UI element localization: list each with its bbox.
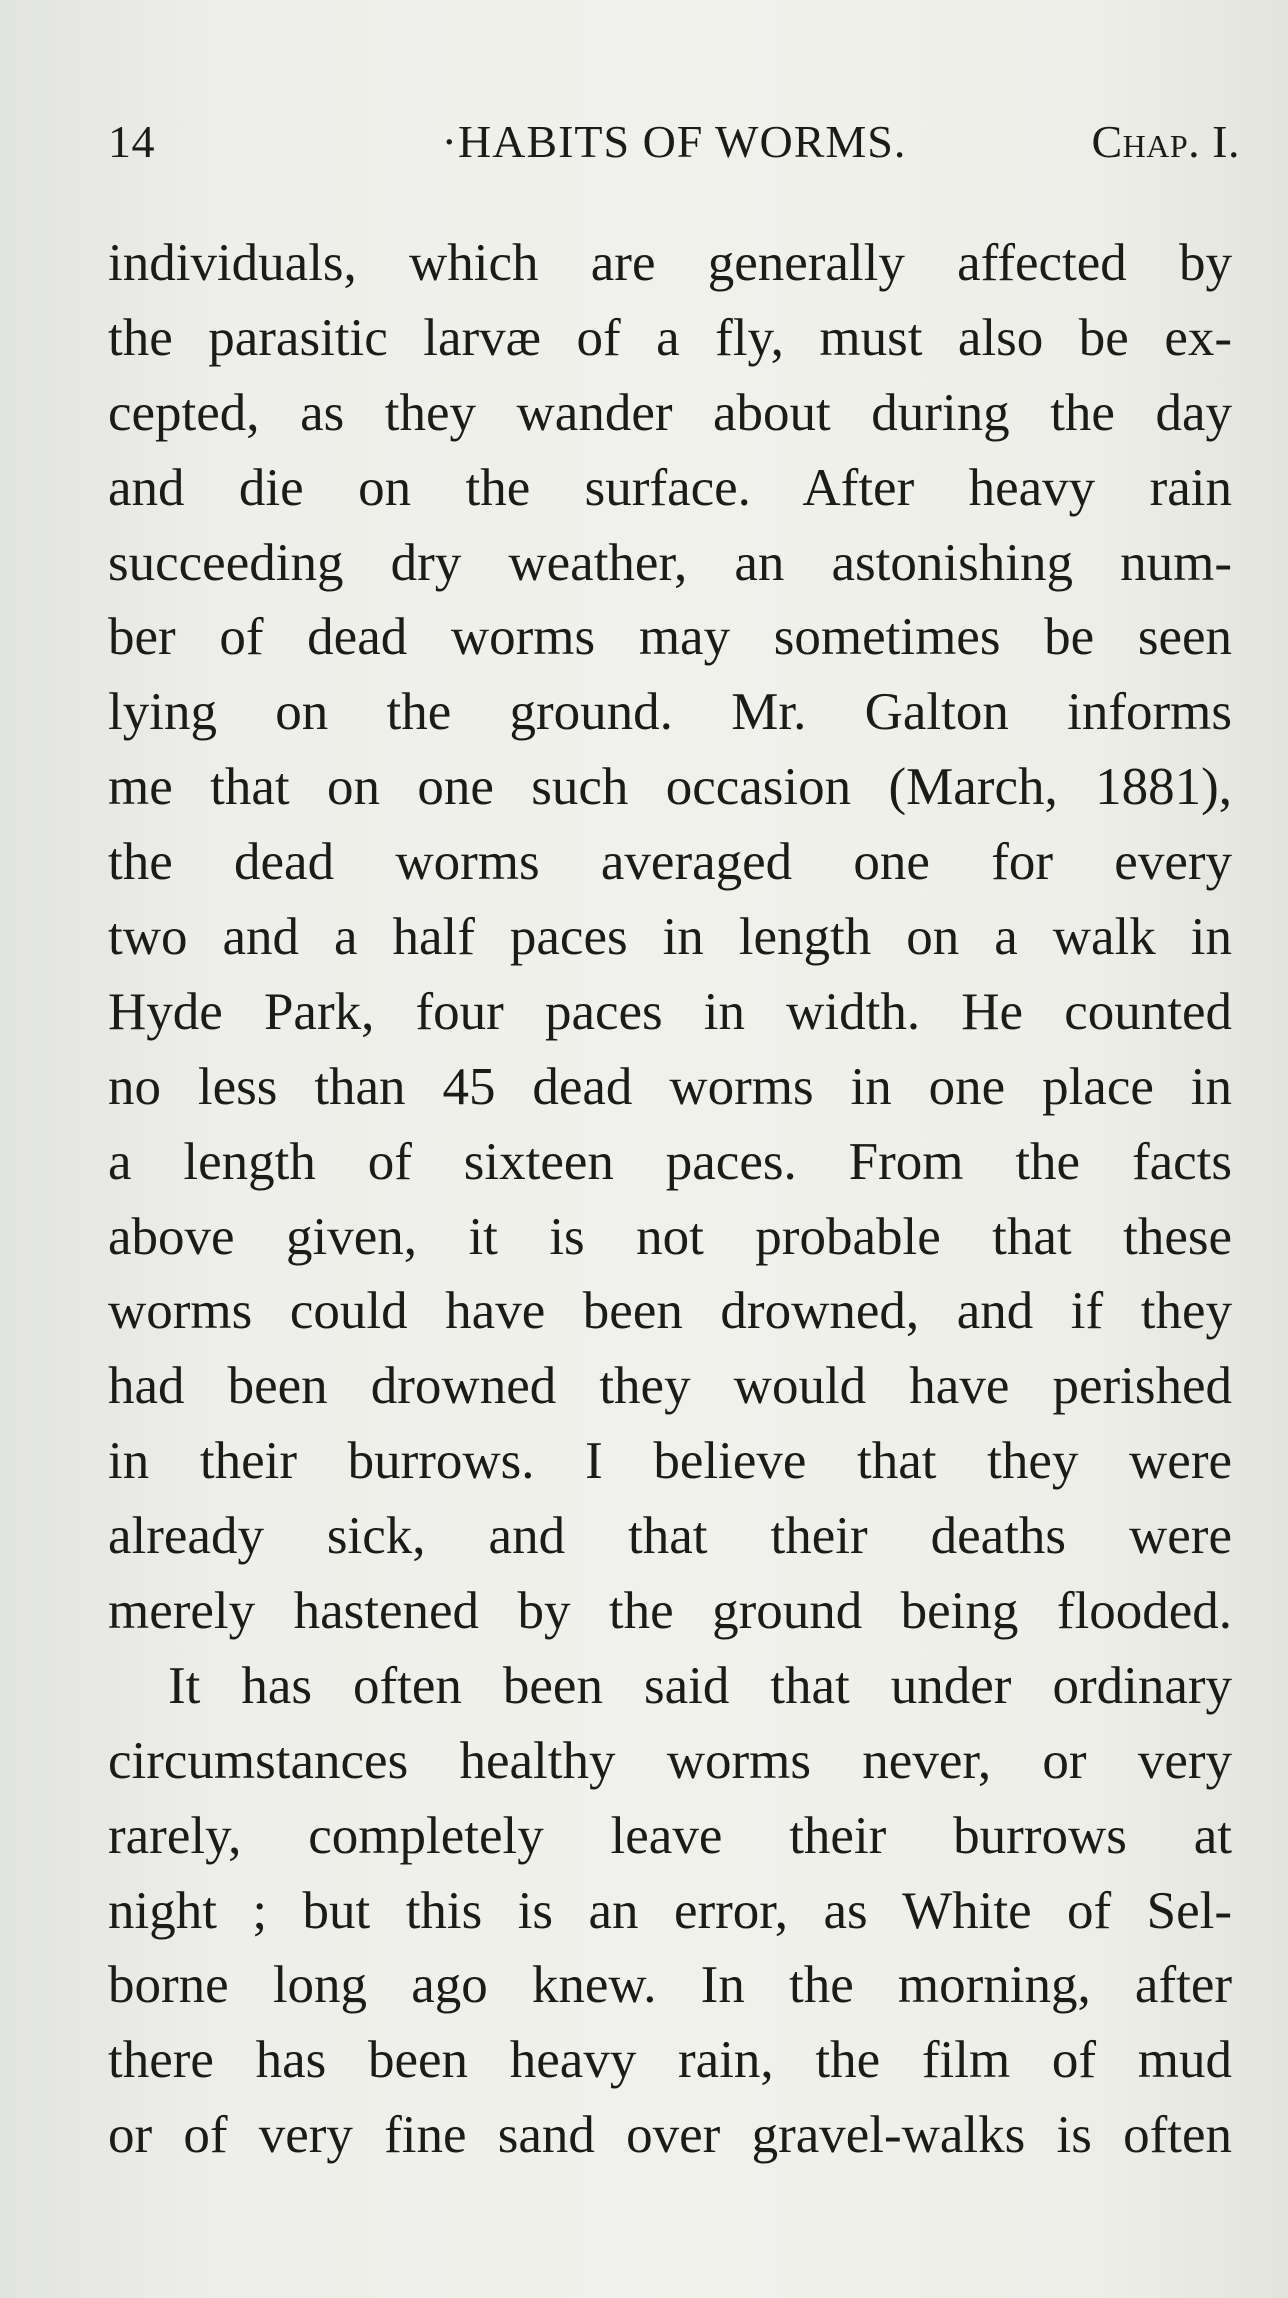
text-line: individuals, which are generally affected by	[108, 234, 1232, 292]
text-line: worms could have been drowned, and if they	[108, 1282, 1232, 1341]
text-line: me that on one such occasion (March, 1881),	[108, 758, 1232, 817]
text-line: above given, it is not probable that these	[108, 1207, 1232, 1266]
text-line: circumstances healthy worms never, or very	[108, 1731, 1232, 1790]
text-line: succeeding dry weather, an astonishing num-	[108, 533, 1232, 592]
body-text	[108, 226, 1232, 2173]
page-header	[108, 112, 1240, 172]
page-number: 14	[108, 116, 155, 167]
text-line: and die on the surface. After heavy rain	[108, 458, 1232, 517]
text-line: ber of dead worms may sometimes be seen	[108, 608, 1232, 667]
text-line: borne long ago knew. In the morning, after	[108, 1956, 1232, 2015]
text-line: two and a half paces in length on a walk in	[108, 908, 1232, 967]
text-line: there has been heavy rain, the film of mud	[108, 2031, 1232, 2090]
text-line: in their burrows. I believe that they were	[108, 1432, 1232, 1491]
text-line: lying on the ground. Mr. Galton informs	[108, 683, 1232, 742]
text-line: no less than 45 dead worms in one place in	[108, 1057, 1232, 1116]
text-line: a length of sixteen paces. From the facts	[108, 1132, 1232, 1191]
text-line: the parasitic larvæ of a fly, must also be ex-	[108, 308, 1232, 367]
paragraph-start-line: It has often been said that under ordinary	[168, 1656, 1232, 1715]
text-line: Hyde Park, four paces in width. He counted	[108, 982, 1232, 1041]
text-line: rarely, completely leave their burrows at	[108, 1806, 1232, 1865]
paragraph-end-line: merely hastened by the ground being flooded.	[108, 1582, 1232, 1641]
text-line: the dead worms averaged one for every	[108, 833, 1232, 892]
text-line: night ; but this is an error, as White of Sel-	[108, 1881, 1232, 1940]
running-head: ·HABITS OF WORMS.	[441, 116, 907, 167]
chapter-label: Chap. I.	[1091, 116, 1240, 167]
text-line: cepted, as they wander about during the day	[108, 383, 1232, 442]
text-line: had been drowned they would have perished	[108, 1357, 1232, 1416]
text-line: or of very fine sand over gravel-walks is often	[108, 2106, 1232, 2165]
text-line: already sick, and that their deaths were	[108, 1507, 1232, 1566]
